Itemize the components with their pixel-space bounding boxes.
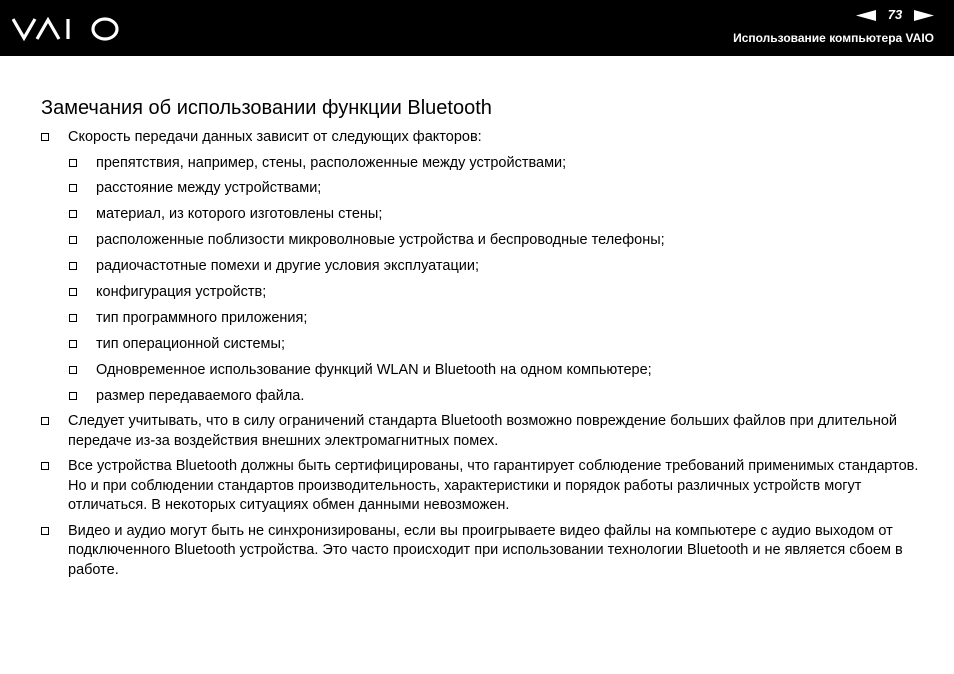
- header-bar: [0, 0, 954, 56]
- sublist-item-text: тип программного приложения;: [96, 309, 308, 326]
- checkbox-bullet-icon: [41, 462, 49, 470]
- checkbox-bullet-icon: [69, 392, 77, 400]
- list-item: [40, 457, 920, 516]
- sublist-item-text: препятствия, например, стены, расположенные между устройствами;: [96, 154, 567, 171]
- sublist-item-text: тип операционной системы;: [96, 335, 285, 352]
- sublist-item: [68, 179, 920, 199]
- checkbox-bullet-icon: [69, 184, 77, 192]
- sublist-item-text: радиочастотные помехи и другие условия эксплуатации;: [96, 258, 480, 275]
- list-item-text: Видео и аудио могут быть не синхронизированы, если вы проигрываете видео файлы на компьютере с аудио выходом от подключенного Bluetooth устройства. Это часто происходит при использовании технологии Bluetooth и не является сбоем в работе.: [68, 522, 903, 578]
- checkbox-bullet-icon: [69, 314, 77, 322]
- checkbox-bullet-icon: [69, 340, 77, 348]
- checkbox-bullet-icon: [69, 288, 77, 296]
- checkbox-bullet-icon: [69, 210, 77, 218]
- list-item-text: Следует учитывать, что в силу ограничений стандарта Bluetooth возможно повреждение больших файлов при длительной передаче из-за воздействия внешних электромагнитных помех.: [68, 413, 897, 449]
- list-item-text: Все устройства Bluetooth должны быть сертифицированы, что гарантирует соблюдение требований применимых стандартов. Но и при соблюдении стандартов производительность, характеристики и порядок работы различных устройств могут отличаться. В некоторых ситуациях обмен данными невозможен.: [68, 458, 919, 514]
- checkbox-bullet-icon: [69, 236, 77, 244]
- arrow-right-icon[interactable]: [914, 10, 934, 21]
- list-item: [40, 128, 920, 406]
- page-number: 73: [887, 7, 903, 22]
- checkbox-bullet-icon: [41, 527, 49, 535]
- sublist-item-text: размер передаваемого файла.: [96, 387, 305, 404]
- notes-list: [40, 128, 920, 586]
- arrow-left-icon[interactable]: [856, 10, 876, 21]
- sublist-item: [68, 335, 920, 355]
- list-item: [40, 412, 920, 451]
- sublist-item: [68, 154, 920, 174]
- checkbox-bullet-icon: [69, 366, 77, 374]
- list-item: [40, 522, 920, 581]
- checkbox-bullet-icon: [41, 133, 49, 141]
- sublist-item: [68, 231, 920, 251]
- sublist-item: [68, 361, 920, 381]
- vaio-logo: [12, 16, 120, 47]
- section-title: Использование компьютера VAIO: [733, 31, 934, 45]
- page-title: Замечания об использовании функции Bluetooth: [41, 97, 492, 119]
- sublist-item-text: расположенные поблизости микроволновые устройства и беспроводные телефоны;: [96, 232, 665, 249]
- page-navigation: [856, 7, 934, 23]
- sublist-item: [68, 309, 920, 329]
- sublist-item: [68, 283, 920, 303]
- checkbox-bullet-icon: [69, 262, 77, 270]
- sublist-item-text: конфигурация устройств;: [96, 283, 267, 300]
- checkbox-bullet-icon: [41, 417, 49, 425]
- sublist-item-text: расстояние между устройствами;: [96, 180, 322, 197]
- checkbox-bullet-icon: [69, 159, 77, 167]
- sublist-item-text: материал, из которого изготовлены стены;: [96, 206, 383, 223]
- sublist-item: [68, 387, 920, 407]
- factors-sublist: [68, 154, 920, 407]
- sublist-item: [68, 257, 920, 277]
- sublist-item: [68, 205, 920, 225]
- sublist-item-text: Одновременное использование функций WLAN и Bluetooth на одном компьютере;: [96, 361, 652, 378]
- list-item-text: Скорость передачи данных зависит от следующих факторов:: [68, 129, 482, 145]
